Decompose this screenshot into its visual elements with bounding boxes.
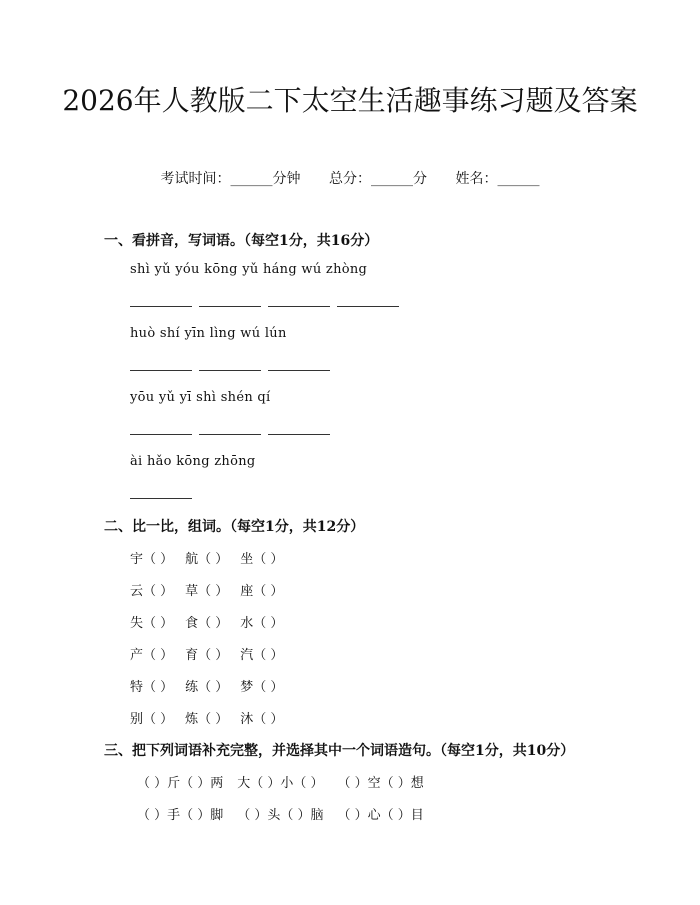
name-blank[interactable]: ______ [497, 171, 540, 187]
compare-cell[interactable]: 育（ ） [185, 648, 229, 663]
compare-cell[interactable]: 失（ ） [130, 616, 174, 631]
score-label: 总分： [329, 171, 371, 187]
answer-line[interactable] [199, 434, 261, 435]
compare-cell[interactable]: 座（ ） [240, 584, 284, 599]
idiom-row-2 [137, 804, 438, 823]
answer-line[interactable] [199, 306, 261, 307]
page-title: 2026年人教版二下太空生活趣事练习题及答案 [62, 84, 638, 117]
pinyin-row-3: yōu yǔ yī shì shén qí [130, 390, 271, 405]
section-2-heading: 二、比一比，组词。（每空1分，共12分） [104, 519, 365, 535]
score-unit: 分 [413, 171, 427, 187]
compare-row-6 [130, 708, 283, 727]
idiom-item[interactable]: （ ）头（ ）脑 [237, 808, 324, 823]
idiom-item[interactable]: （ ）斤（ ）两 [137, 776, 224, 791]
answer-line[interactable] [130, 370, 192, 371]
compare-row-2 [130, 580, 283, 599]
answer-line[interactable] [130, 434, 192, 435]
answer-line[interactable] [268, 306, 330, 307]
idiom-item[interactable]: （ ）心（ ）目 [337, 808, 424, 823]
idiom-item[interactable]: （ ）空（ ）想 [337, 776, 424, 791]
compare-cell[interactable]: 炼（ ） [185, 712, 229, 727]
answer-line[interactable] [199, 370, 261, 371]
compare-cell[interactable]: 产（ ） [130, 648, 174, 663]
compare-cell[interactable]: 宇（ ） [130, 552, 174, 567]
compare-cell[interactable]: 练（ ） [185, 680, 229, 695]
answer-line[interactable] [130, 306, 192, 307]
compare-cell[interactable]: 汽（ ） [240, 648, 284, 663]
compare-row-3 [130, 612, 283, 631]
compare-cell[interactable]: 坐（ ） [240, 552, 284, 567]
score-field [329, 171, 431, 187]
compare-cell[interactable]: 别（ ） [130, 712, 174, 727]
idiom-row-1 [137, 772, 438, 791]
idiom-item[interactable]: 大（ ）小（ ） [237, 776, 324, 791]
compare-cell[interactable]: 梦（ ） [240, 680, 284, 695]
compare-cell[interactable]: 草（ ） [185, 584, 229, 599]
pinyin-row-4: ài hǎo kōng zhōng [130, 454, 256, 469]
idiom-item[interactable]: （ ）手（ ）脚 [137, 808, 224, 823]
answer-line[interactable] [130, 498, 192, 499]
pinyin-row-2: huò shí yīn lìng wú lún [130, 326, 287, 341]
answer-line[interactable] [337, 306, 399, 307]
score-blank[interactable]: ______ [371, 171, 413, 187]
section-3-heading: 三、把下列词语补充完整，并选择其中一个词语造句。（每空1分，共10分） [104, 743, 575, 759]
time-blank[interactable]: ______ [230, 171, 273, 187]
compare-cell[interactable]: 云（ ） [130, 584, 174, 599]
compare-cell[interactable]: 航（ ） [185, 552, 229, 567]
exam-meta [0, 168, 700, 188]
name-field [455, 171, 539, 187]
answer-line[interactable] [268, 370, 330, 371]
pinyin-row-1: shì yǔ yóu kōng yǔ háng wú zhòng [130, 262, 368, 277]
compare-row-5 [130, 676, 283, 695]
compare-cell[interactable]: 水（ ） [240, 616, 284, 631]
compare-row-4 [130, 644, 283, 663]
compare-cell[interactable]: 特（ ） [130, 680, 174, 695]
section-1-heading: 一、看拼音，写词语。（每空1分，共16分） [104, 233, 379, 249]
time-label: 考试时间： [160, 171, 231, 187]
time-unit: 分钟 [272, 171, 301, 187]
time-field [161, 171, 305, 187]
compare-cell[interactable]: 沐（ ） [240, 712, 284, 727]
compare-row-1 [130, 548, 283, 567]
name-label: 姓名： [455, 171, 498, 187]
answer-line[interactable] [268, 434, 330, 435]
compare-cell[interactable]: 食（ ） [185, 616, 229, 631]
